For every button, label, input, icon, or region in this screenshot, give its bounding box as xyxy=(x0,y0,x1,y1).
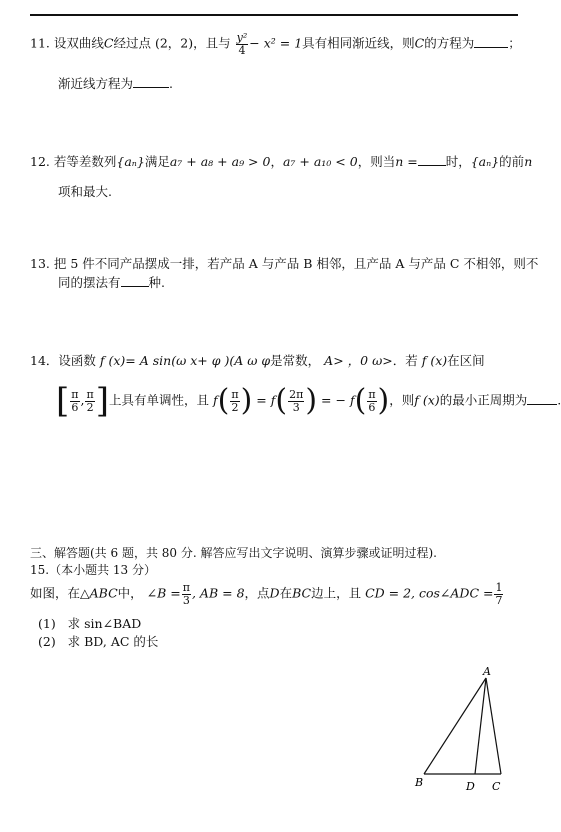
q12-sep: ， xyxy=(270,154,283,169)
q12-sequence: {aₙ} xyxy=(116,154,145,169)
q14-interval-start: $\frac{\pi}{6}$ xyxy=(71,387,79,414)
q11-text: 设双曲线 xyxy=(53,35,104,51)
question-14 xyxy=(30,351,485,369)
q15-angle: ∠B = xyxy=(146,585,181,601)
label-A: A xyxy=(483,665,491,678)
q15-cos: , cos∠ADC = xyxy=(411,585,494,601)
q12-text: 时， xyxy=(445,154,471,169)
q15-var: BC xyxy=(292,585,312,601)
q11-text: 具有相同渐近线，则 xyxy=(302,35,415,51)
q11-number: 11. xyxy=(30,35,50,51)
q14-function: f (x) xyxy=(421,353,448,368)
q14-function: f (x)= A sin(ω x+ φ )(A ω φ xyxy=(99,353,271,368)
q12-blank[interactable] xyxy=(418,164,446,166)
q13-text: 同的摆法有 xyxy=(58,275,121,290)
q13-text: 种. xyxy=(148,275,165,290)
q14-interval-end: $\frac{\pi}{2}$ xyxy=(86,387,94,414)
q14-text: 在区间 xyxy=(447,353,485,368)
q15-text: 在 xyxy=(279,585,293,601)
label-B: B xyxy=(415,776,424,789)
q15-sub-1 xyxy=(38,614,141,632)
q12-text: ，则当 xyxy=(357,154,396,169)
q14-condition: A> ，0 ω> xyxy=(324,353,393,368)
q15-text: ，点 xyxy=(244,585,270,601)
q14-f: f xyxy=(212,392,218,408)
q12-text: 若等差数列 xyxy=(53,154,117,169)
q15-header: 15.（本小题共 13 分） xyxy=(30,563,156,577)
q11-text: 的方程为 xyxy=(424,35,475,51)
q14-text: 设函数 xyxy=(58,353,96,368)
q14-period: . xyxy=(557,392,561,408)
q13-text: 把 5 件不同产品摆成一排，若产品 A 与产品 B 相邻，且产品 A 与产品 C 不相邻，则不 xyxy=(53,256,539,271)
question-11 xyxy=(30,32,521,56)
q11-point: (2，2) xyxy=(154,35,194,51)
sub-text: 求 BD, AC 的长 xyxy=(67,634,159,649)
q11-fraction: $\frac{\text{y²}}{4}$ xyxy=(236,31,248,57)
q11-equation: − x² = 1 xyxy=(249,35,303,51)
sub-number: (2) xyxy=(38,634,56,649)
q15-text: 边上，且 xyxy=(311,585,362,601)
sub-text: 求 sin∠BAD xyxy=(67,616,142,631)
q15-ab: , AB = 8 xyxy=(191,585,245,601)
q11-blank[interactable] xyxy=(474,46,508,48)
q15-sub-2 xyxy=(38,632,158,650)
q12-condition-2: a₇ + a₁₀ < 0 xyxy=(282,154,358,169)
sub-number: (1) xyxy=(38,616,56,631)
q11-text: 经过点 xyxy=(113,35,151,51)
q11-var: C xyxy=(103,35,114,51)
q14-text: 的最小正周期为 xyxy=(439,392,528,408)
q12-text: 项和最大. xyxy=(58,184,112,199)
question-12 xyxy=(30,152,532,170)
q14-function: f (x) xyxy=(414,392,440,408)
q13-number: 13. xyxy=(30,256,50,271)
q13-blank[interactable] xyxy=(121,285,149,287)
label-C: C xyxy=(492,780,501,793)
q14-blank[interactable] xyxy=(527,403,557,405)
q15-var: D xyxy=(269,585,280,601)
q14-f: f xyxy=(349,392,355,408)
q15-angle-frac: $\frac{\pi}{3}$ xyxy=(182,581,190,607)
triangle-figure xyxy=(410,664,520,794)
side-AC xyxy=(486,678,501,774)
q11-text: ； xyxy=(508,35,521,51)
q12-sequence: {aₙ} xyxy=(470,154,500,169)
q14-f: f xyxy=(270,392,276,408)
q12-var: n xyxy=(524,154,533,169)
q14-eq: = xyxy=(256,392,267,408)
q14-arg-1: $\frac{\pi}{2}$ xyxy=(231,387,239,414)
q11-var: C xyxy=(414,35,425,51)
q12-line2 xyxy=(58,182,112,200)
q12-number: 12. xyxy=(30,154,50,169)
q15-cd: CD = 2 xyxy=(365,585,412,601)
q14-text: ．若 xyxy=(392,353,418,368)
label-D: D xyxy=(466,780,475,793)
q15-text: 中， xyxy=(117,585,143,601)
top-rule xyxy=(30,14,518,16)
q15-triangle: △ABC xyxy=(80,585,118,601)
left-bracket: [ xyxy=(56,381,70,421)
right-bracket: ] xyxy=(95,381,109,421)
q14-arg-2: $\frac{2\pi}{3}$ xyxy=(289,387,304,414)
q11-text: 渐近线方程为 xyxy=(58,76,134,91)
q13-line2 xyxy=(58,273,165,291)
q14-number: 14． xyxy=(30,353,59,368)
q12-text: 的前 xyxy=(499,154,525,169)
q11-text: ，且与 xyxy=(193,35,231,51)
q14-text: ，则 xyxy=(389,392,415,408)
question-13 xyxy=(30,254,538,272)
q15-text: 如图，在 xyxy=(30,585,81,601)
q12-n-eq: n = xyxy=(395,154,418,169)
q15-cos-frac: $\frac{1}{7}$ xyxy=(495,581,503,607)
q14-line2: [ $\frac{\pi}{6}$ , $\frac{\pi}{2}$ ]上具有单调性，且 f( $\frac{\pi}{2}$ ) = f( $\frac{2\pi}{3}$ ) = − f( $\frac{\pi}{6}$ )，则f (x)的最小正周期为 . xyxy=(56,381,561,421)
q11-period: . xyxy=(169,76,173,91)
q14-text: 上具有单调性，且 xyxy=(108,392,209,408)
q14-eq: = − xyxy=(321,392,346,408)
q14-arg-3: $\frac{\pi}{6}$ xyxy=(368,387,376,414)
q12-condition-1: a₇ + a₈ + a₉ > 0 xyxy=(169,154,271,169)
q15-body xyxy=(30,582,504,606)
section-3-header: 三、解答题(共 6 题，共 80 分. 解答应写出文字说明、演算步骤或证明过程). xyxy=(30,546,437,560)
q12-text: 满足 xyxy=(144,154,170,169)
q14-text: 是常数， xyxy=(270,353,321,368)
q11-line2 xyxy=(58,74,173,92)
q11-blank-2[interactable] xyxy=(133,86,169,88)
